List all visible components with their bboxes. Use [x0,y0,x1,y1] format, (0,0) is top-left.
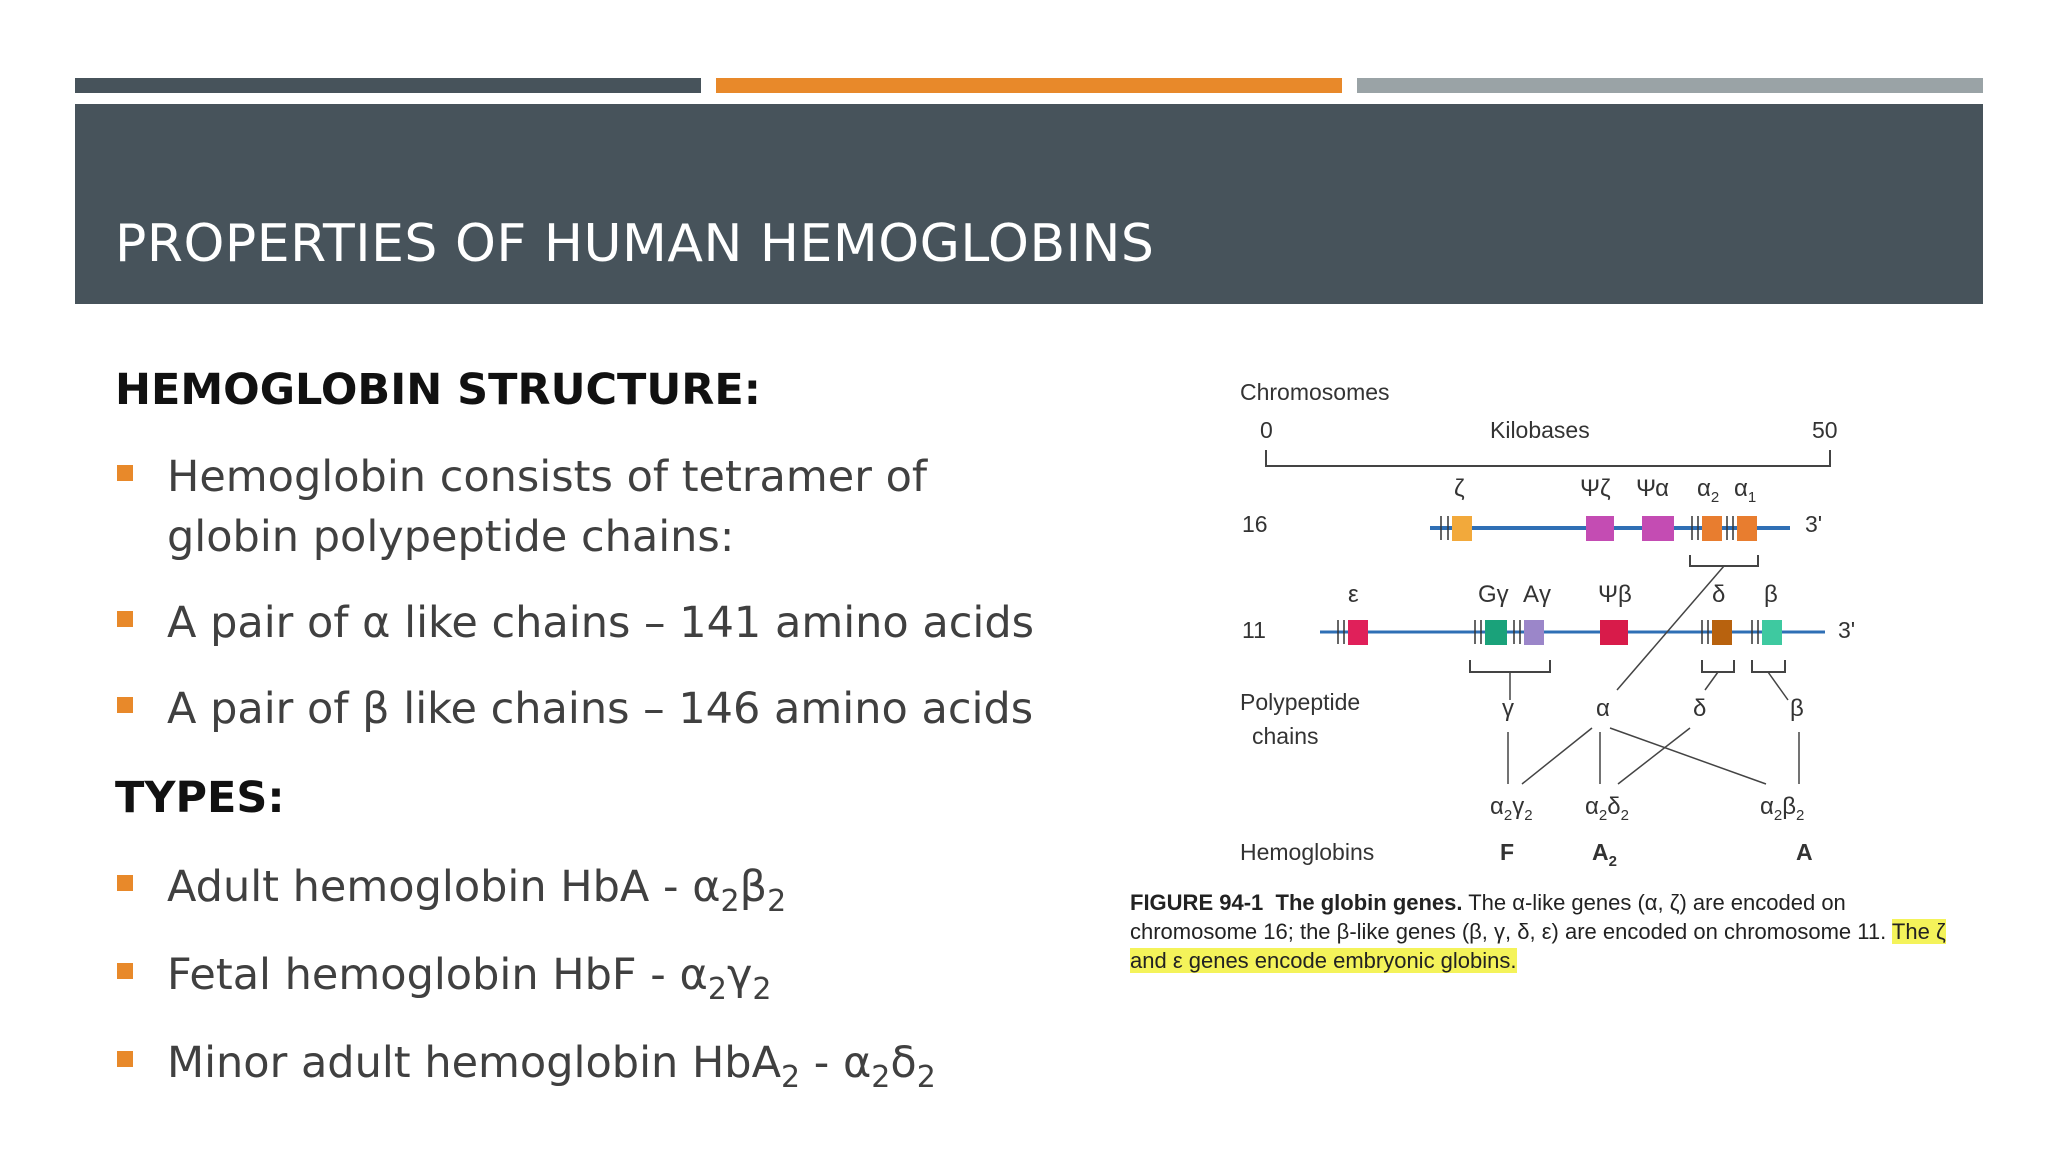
kb-scale-bracket [1266,450,1830,466]
gene-psi-beta [1600,620,1628,645]
caption-body: The α-like genes (α, ζ) are encoded on chromosome 16; the β-like genes (β, γ, δ, ε) are encoded on chromosome 11. [1130,890,1887,944]
heading-types: TYPES: [115,773,285,823]
figure-caption [1130,888,1960,975]
bullet-square-icon [117,697,133,713]
bullet-text: A pair of α like chains – 141 amino acids [167,598,1035,648]
beta-connector [1768,672,1788,700]
label-psi-beta: Ψβ [1598,581,1632,608]
alpha-genes-bracket [1690,555,1758,566]
label-kb-start: 0 [1260,417,1273,443]
hb-a2: $A_2$ [1592,839,1617,870]
bullet-text-continued: globin polypeptide chains: [167,512,735,562]
label-alpha1: $\alpha_1$ [1734,475,1757,506]
gene-g-gamma [1485,620,1507,645]
tetramer-f: $\alpha_2\gamma_2$ [1490,793,1533,824]
gene-zeta [1452,516,1472,541]
bullet-text: Minor adult hemoglobin $HbA_2 - \alpha_2\delta_2$ [167,1038,936,1095]
caption-highlight: The ζ and ε genes encode embryonic globins. [1130,919,1946,973]
gene-delta [1712,620,1732,645]
label-epsilon: ε [1348,581,1359,608]
bullet-text: Hemoglobin consists of tetramer of [167,452,928,502]
hb-f: F [1500,839,1515,865]
label-kb-end: 50 [1812,417,1838,443]
beta-gene-bracket [1752,660,1785,672]
chain-beta: β [1790,695,1804,722]
heading-structure: HEMOGLOBIN STRUCTURE: [115,365,761,415]
delta-connector [1705,672,1718,690]
delta-gene-bracket [1702,660,1734,672]
hb-a: A [1796,839,1813,865]
gene-alpha2 [1702,516,1722,541]
title-band [75,104,1983,304]
label-chr11: 11 [1242,617,1266,643]
bullet-square-icon [117,963,133,979]
gene-psi-alpha [1642,516,1674,541]
chain-alpha: α [1596,695,1610,722]
gene-alpha1 [1737,516,1757,541]
label-psi-zeta: Ψζ [1580,475,1611,502]
label-alpha2: $\alpha_2$ [1697,475,1720,506]
bullet-square-icon [117,875,133,891]
gene-beta [1762,620,1782,645]
label-chr16: 16 [1242,511,1268,537]
top-accent-bar-orange [716,78,1342,93]
label-delta-gene: δ [1712,581,1726,608]
top-accent-bar-dark [75,78,701,93]
label-psi-alpha: Ψα [1636,475,1670,502]
caption-title: The globin genes. [1275,890,1463,915]
label-a-gamma: Aγ [1523,581,1552,608]
label-hemoglobins: Hemoglobins [1240,839,1375,865]
bullet-text: Adult hemoglobin HbA - $\alpha_2\beta_2$ [167,862,787,919]
chain-delta: δ [1693,695,1707,722]
bullet-square-icon [117,611,133,627]
label-polypeptide: Polypeptide [1240,689,1361,715]
globin-genes-figure [1130,370,1970,990]
gene-epsilon [1348,620,1368,645]
bullet-square-icon [117,1051,133,1067]
bullet-text: A pair of β like chains – 146 amino acids [167,684,1034,734]
tetramer-a: $\alpha_2\beta_2$ [1760,793,1805,824]
label-chromosomes: Chromosomes [1240,379,1390,405]
label-chains: chains [1252,723,1319,749]
tetramer-connectors [1508,728,1799,784]
top-accent-bar-gray [1357,78,1983,93]
bullet-square-icon [117,465,133,481]
label-kilobases: Kilobases [1490,417,1590,443]
caption-label: FIGURE 94-1 [1130,890,1264,915]
chain-gamma: γ [1502,695,1514,722]
label-beta-gene: β [1764,581,1778,608]
gene-a-gamma [1524,620,1544,645]
bullet-text: Fetal hemoglobin HbF - $\alpha_2\gamma_2$ [167,950,772,1007]
gene-psi-zeta [1586,516,1614,541]
label-zeta: ζ [1454,475,1465,502]
label-g-gamma: Gγ [1478,581,1509,608]
gamma-genes-bracket [1470,660,1550,672]
globin-gene-diagram [1130,370,1970,880]
chr16-3prime: 3' [1805,511,1823,537]
tetramer-a2: $\alpha_2\delta_2$ [1585,793,1629,824]
slide-title: PROPERTIES OF HUMAN HEMOGLOBINS [115,214,1155,274]
chr11-3prime: 3' [1838,617,1856,643]
